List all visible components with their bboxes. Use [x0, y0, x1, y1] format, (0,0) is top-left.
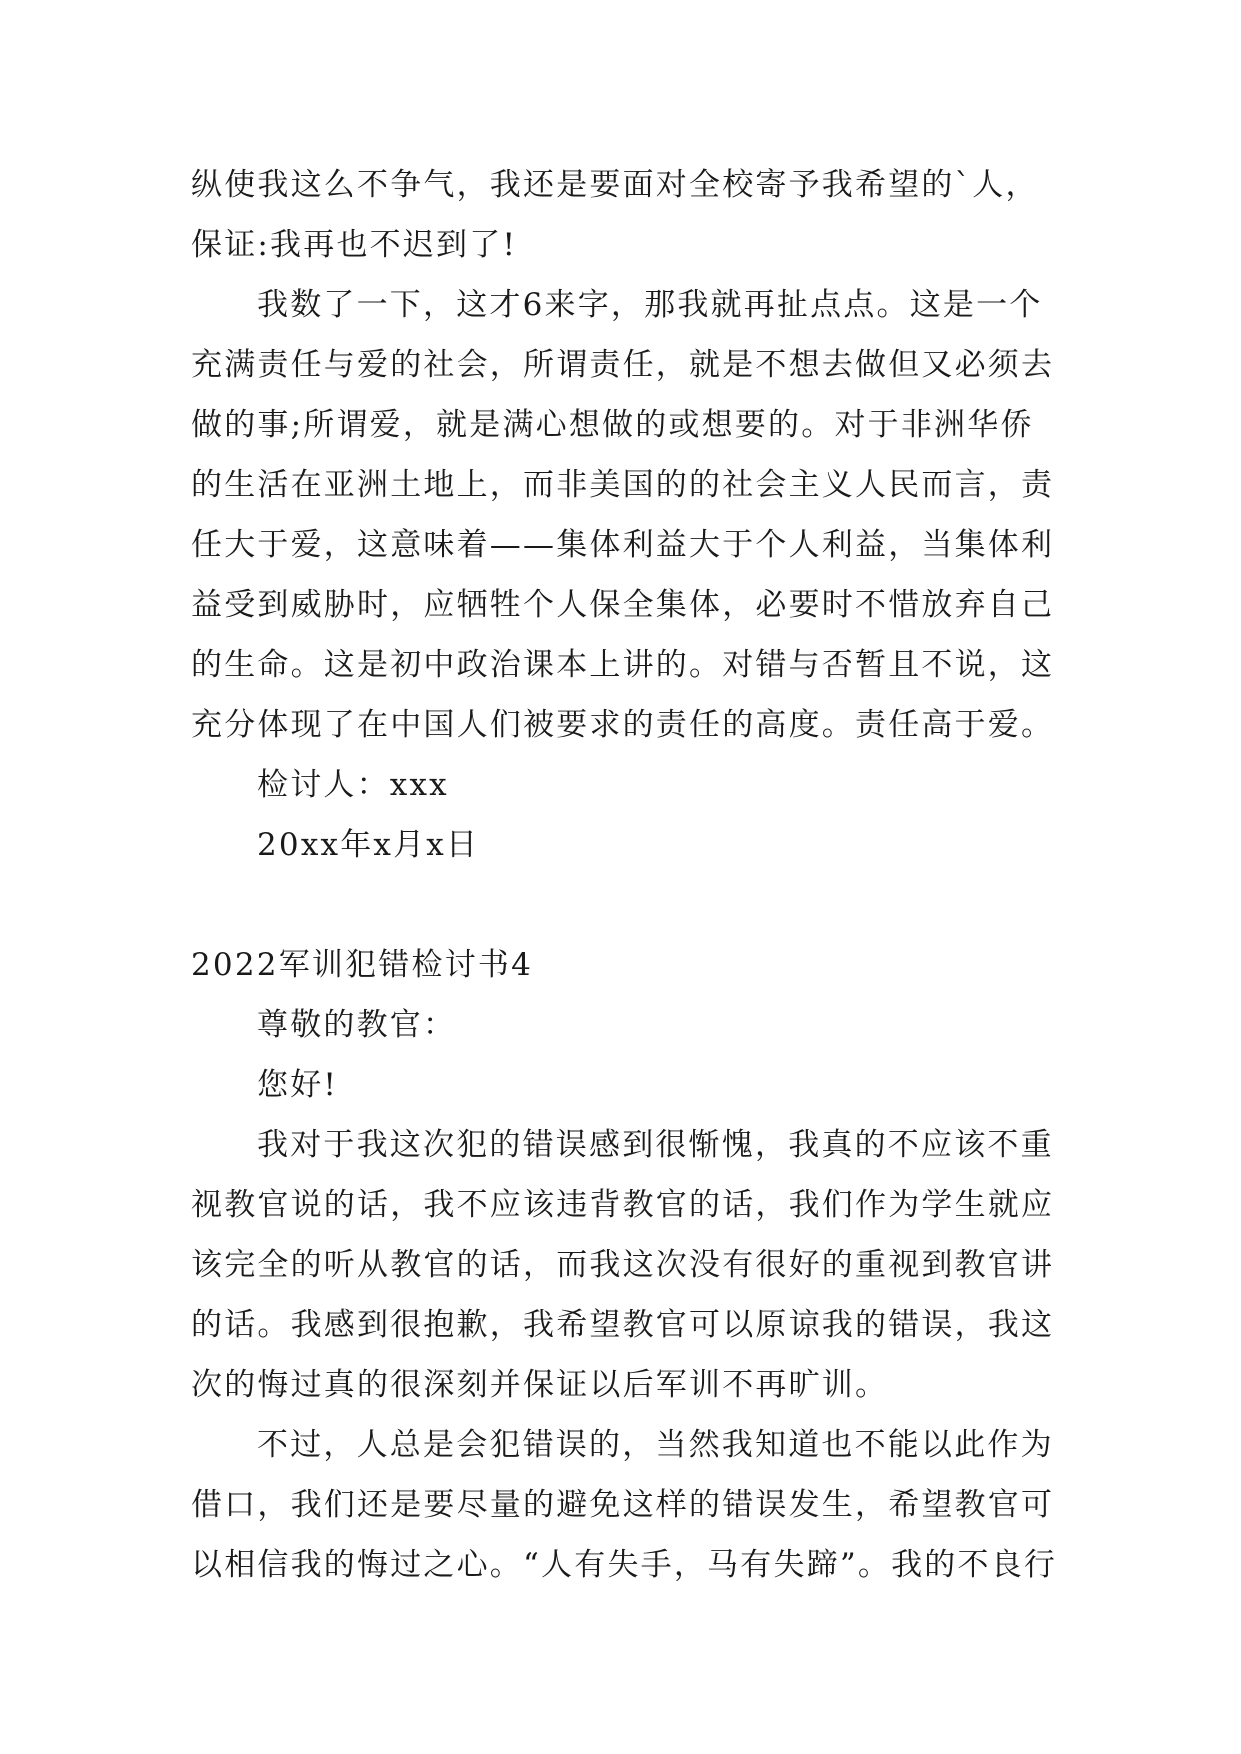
date-line: 20xx年x月x日	[257, 827, 480, 863]
signer-line: 检讨人：xxx	[257, 767, 449, 803]
paragraph-line: 任大于爱，这意味着——集体利益大于个人利益，当集体利	[191, 527, 1055, 563]
paragraph-line: 视教官说的话，我不应该违背教官的话，我们作为学生就应	[191, 1187, 1055, 1223]
paragraph-line: 纵使我这么不争气，我还是要面对全校寄予我希望的`人，	[191, 167, 1039, 203]
document-body	[191, 155, 1071, 1595]
section-gap	[191, 875, 1071, 935]
paragraph-line: 以相信我的悔过之心。“人有失手，马有失蹄”。我的不良行	[191, 1547, 1058, 1583]
paragraph-line: 的话。我感到很抱歉，我希望教官可以原谅我的错误，我这	[191, 1307, 1055, 1343]
paragraph-line: 借口，我们还是要尽量的避免这样的错误发生，希望教官可	[191, 1487, 1055, 1523]
paragraph-line: 的生活在亚洲土地上，而非美国的的社会主义人民而言，责	[191, 467, 1055, 503]
salutation-line: 尊敬的教官：	[257, 1007, 457, 1043]
paragraph-line: 充分体现了在中国人们被要求的责任的高度。责任高于爱。	[191, 707, 1055, 743]
greeting-line: 您好!	[257, 1067, 339, 1103]
paragraph-line: 不过，人总是会犯错误的，当然我知道也不能以此作为	[257, 1427, 1054, 1463]
paragraph-line: 该完全的听从教官的话，而我这次没有很好的重视到教官讲	[191, 1247, 1055, 1283]
paragraph-line: 益受到威胁时，应牺牲个人保全集体，必要时不惜放弃自己	[191, 587, 1055, 623]
paragraph-line: 的生命。这是初中政治课本上讲的。对错与否暂且不说，这	[191, 647, 1055, 683]
paragraph-line: 我对于我这次犯的错误感到很惭愧，我真的不应该不重	[257, 1127, 1054, 1163]
section-title: 2022军训犯错检讨书4	[191, 947, 534, 983]
paragraph-line: 做的事;所谓爱，就是满心想做的或想要的。对于非洲华侨	[191, 407, 1034, 443]
paragraph-line: 我数了一下，这才6来字，那我就再扯点点。这是一个	[257, 287, 1043, 323]
paragraph-line: 次的悔过真的很深刻并保证以后军训不再旷训。	[191, 1367, 889, 1403]
paragraph-line: 保证:我再也不迟到了!	[191, 227, 518, 263]
paragraph-line: 充满责任与爱的社会，所谓责任，就是不想去做但又必须去	[191, 347, 1055, 383]
